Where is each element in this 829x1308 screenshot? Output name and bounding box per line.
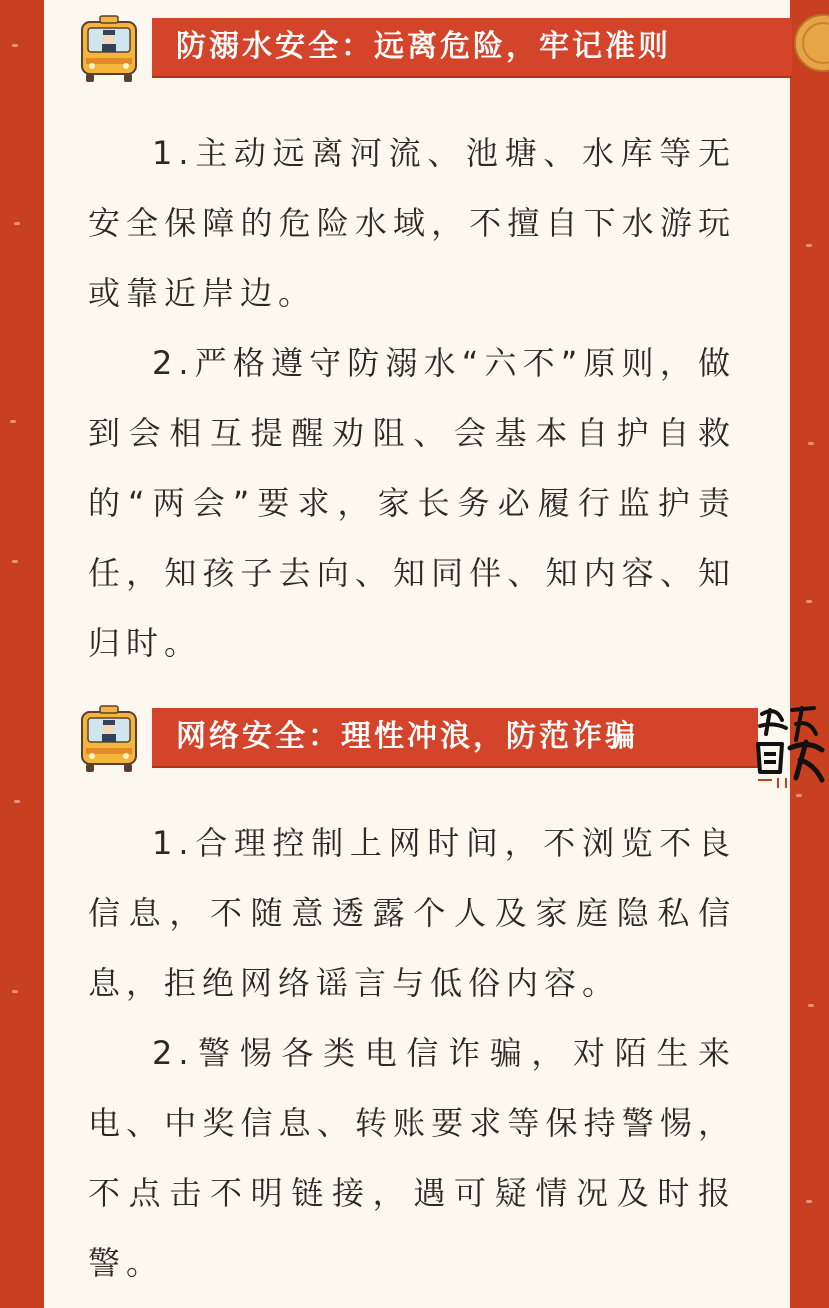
decoration-dot [12,560,18,563]
decoration-dot [808,1004,814,1007]
section-header-network [78,704,798,770]
section-body-drowning [88,118,736,678]
decoration-dot [12,44,18,47]
paragraph: 1.合理控制上网时间，不浏览不良信息，不随意透露个人及家庭隐私信息，拒绝网络谣言与低俗内容。 [88,824,736,1002]
section-header-drowning [78,14,798,80]
national-day-calligraphy-icon [752,700,828,790]
decoration-dot [806,1200,812,1203]
decoration-dot [806,600,812,603]
decoration-dot [12,990,18,993]
decoration-dot [14,222,20,225]
decoration-dot [806,244,812,247]
decoration-dot [796,794,802,797]
decoration-dot [14,800,20,803]
section-body-network [88,808,736,1298]
paragraph: 2.严格遵守防溺水“六不”原则，做到会相互提醒劝阻、会基本自护自救的“两会”要求，家长务必履行监护责任，知孩子去向、知同伴、知内容、知归时。 [88,344,736,662]
school-bus-icon [78,14,140,86]
school-bus-icon [78,704,140,776]
section-title: 网络安全：理性冲浪，防范诈骗 [152,708,758,766]
section-title: 防溺水安全：远离危险，牢记准则 [152,18,792,76]
paragraph: 1.主动远离河流、池塘、水库等无安全保障的危险水域，不擅自下水游玩或靠近岸边。 [88,134,736,312]
decoration-dot [10,420,16,423]
decoration-dot [808,442,814,445]
paragraph: 2.警惕各类电信诈骗，对陌生来电、中奖信息、转账要求等保持警惕，不点击不明链接，遇可疑情况及时报警。 [88,1034,736,1282]
mooncake-icon [789,12,829,74]
